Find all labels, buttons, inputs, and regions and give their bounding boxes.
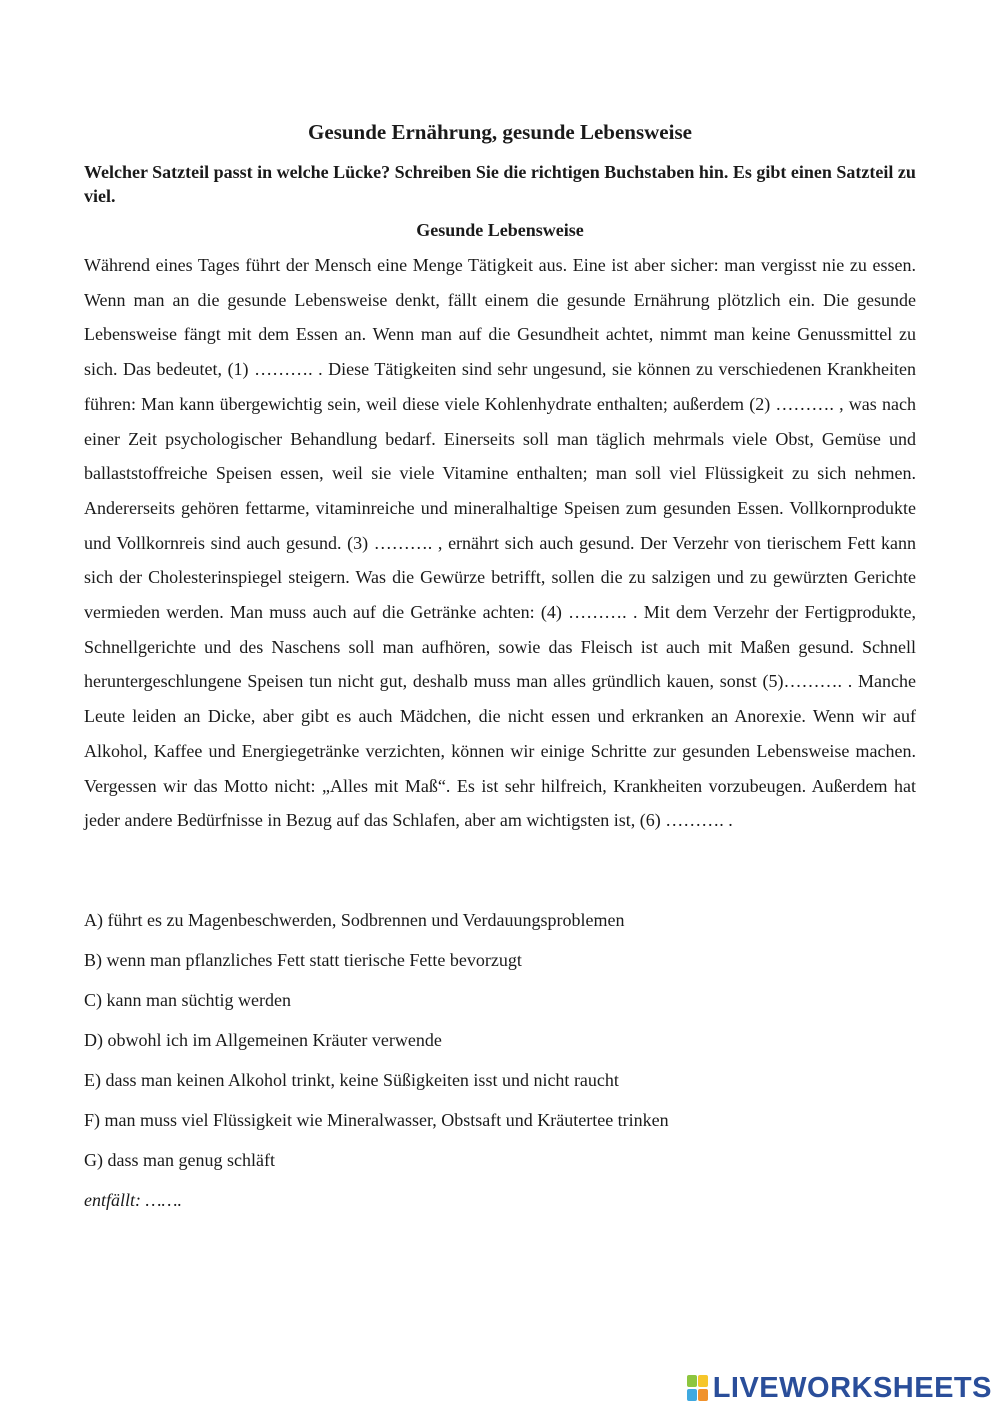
text-subtitle: Gesunde Lebensweise <box>416 220 584 240</box>
task-instruction: Welcher Satzteil passt in welche Lücke? Schreiben Sie die richtigen Buchstaben hin. Es gibt einen Satzteil zu viel. <box>84 162 916 206</box>
option-a: A) führt es zu Magenbeschwerden, Sodbrennen und Verdauungsproblemen <box>84 909 625 930</box>
liveworksheets-logo-text: LIVEWORKSHEETS <box>712 1372 992 1404</box>
option-c: C) kann man süchtig werden <box>84 989 291 1010</box>
omitted-option-line: entfällt: ……. <box>84 1189 182 1210</box>
option-g: G) dass man genug schläft <box>84 1149 275 1170</box>
worksheet-title: Gesunde Ernährung, gesunde Lebensweise <box>308 120 692 144</box>
answer-options-list <box>84 900 916 1220</box>
liveworksheets-logo-icon <box>687 1375 709 1403</box>
liveworksheets-logo <box>687 1372 992 1405</box>
option-e: E) dass man keinen Alkohol trinkt, keine Süßigkeiten isst und nicht raucht <box>84 1069 619 1090</box>
gap-text-paragraph: Während eines Tages führt der Mensch eine Menge Tätigkeit aus. Eine ist aber sicher: man vergisst nie zu essen. Wenn man an die gesunde Lebensweise denkt, fällt einem die gesunde Ernährung plötzlich ein. Die gesunde Lebensweise fängt mit dem Essen an. Wenn man auf die Gesundheit achtet, nimmt man keine Genussmittel zu sich. Das bedeutet, (1) ………. . Diese Tätigkeiten sind sehr ungesund, sie können zu verschiedenen Krankheiten führen: Man kann übergewichtig sein, weil diese viele Kohlenhydrate enthalten; außerdem (2) ………. , was nach einer Zeit psychologischer Behandlung bedarf. Einerseits soll man täglich mehrmals viele Obst, Gemüse und ballaststoffreiche Speisen essen, weil sie viele Vitamine enthalten; man soll viel Flüssigkeit zu sich nehmen. Andererseits gehören fettarme, vitaminreiche und mineralhaltige Speisen zum gesunden Essen. Vollkornprodukte und Vollkornreis sind auch gesund. (3) ………. , ernährt sich auch gesund. Der Verzehr von tierischem Fett kann sich der Cholesterinspiegel steigern. Was die Gewürze betrifft, sollen die zu salzigen und zu gewürzten Gerichte vermieden werden. Man muss auch auf die Getränke achten: (4) ………. . Mit dem Verzehr der Fertigprodukte, Schnellgerichte und des Naschens soll man aufhören, sowie das Fleisch ist auch mit Maßen gesund. Schnell heruntergeschlungene Speisen tun nicht gut, deshalb muss man alles gründlich kauen, sonst (5)………. . Manche Leute leiden an Dicke, aber gibt es auch Mädchen, die nicht essen und erkranken an Anorexie. Wenn wir auf Alkohol, Kaffee und Energiegetränke verzichten, können wir einige Schritte zur gesunden Lebensweise machen. Vergessen wir das Motto nicht: „Alles mit Maß“. Es ist sehr hilfreich, Krankheiten vorzubeugen. Außerdem hat jeder andere Bedürfnisse in Bezug auf das Schlafen, aber am wichtigsten ist, (6) ………. . <box>84 255 916 831</box>
option-d: D) obwohl ich im Allgemeinen Kräuter verwende <box>84 1029 442 1050</box>
option-f: F) man muss viel Flüssigkeit wie Mineralwasser, Obstsaft und Kräutertee trinken <box>84 1109 669 1130</box>
worksheet-page <box>84 118 916 1220</box>
option-b: B) wenn man pflanzliches Fett statt tierische Fette bevorzugt <box>84 949 522 970</box>
